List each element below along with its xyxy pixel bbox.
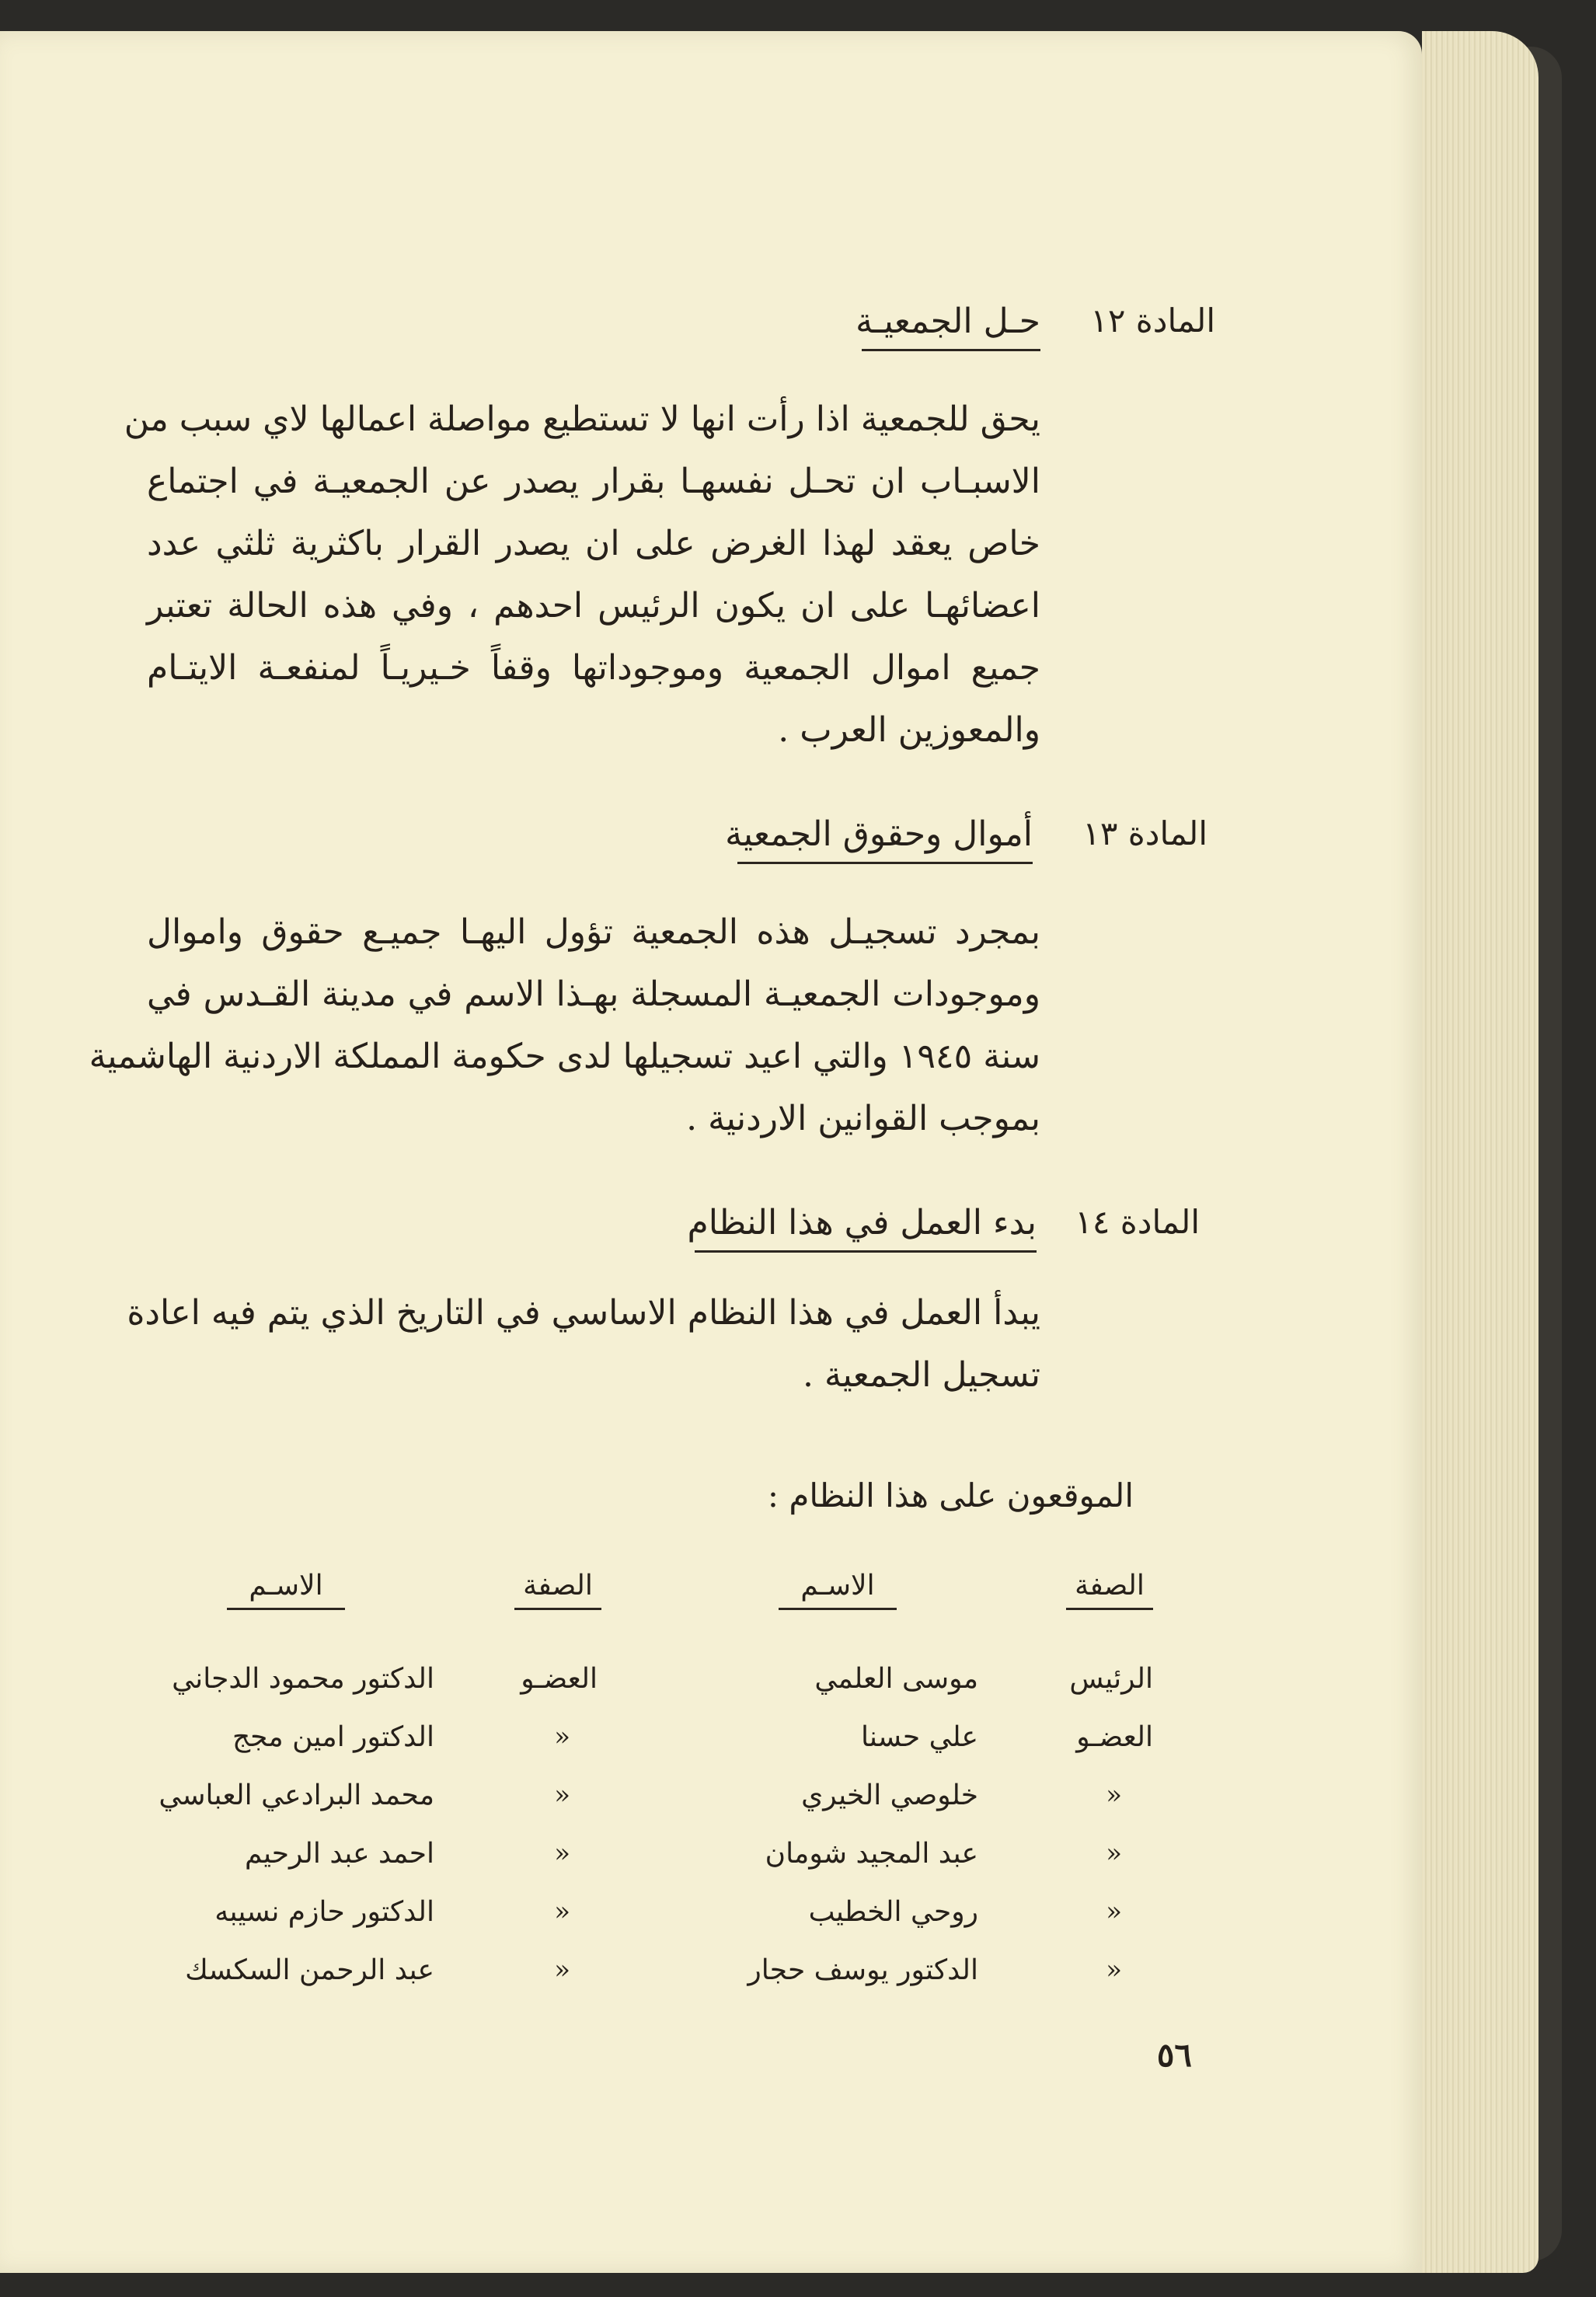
article-14-heading: بدء العمل في هذا النظام: [695, 1203, 1037, 1253]
signatory-name: الدكتور محمود الدجاني: [172, 1663, 434, 1695]
article-14-body: [127, 1282, 1040, 1406]
col-role-left: الصفة: [514, 1570, 601, 1610]
page-number: ٥٦: [1156, 2036, 1192, 2074]
signatory-name: الدكتور حازم نسيبه: [214, 1896, 434, 1928]
signatory-name: الدكتور يوسف حجار: [747, 1954, 978, 1986]
article-12-body: [124, 389, 1040, 762]
article-14-line: يبدأ العمل في هذا النظام الاساسي في التاريخ الذي يتم فيه اعادة: [127, 1293, 1040, 1333]
col-role-right: الصفة: [1066, 1570, 1153, 1610]
signatory-role: »: [554, 1721, 570, 1752]
article-12-line: اعضائهـا على ان يكون الرئيس احدهم ، وفي هذه الحالة تعتبر: [147, 586, 1040, 626]
article-12-line: الاسبـاب ان تحـل نفسهـا بقرار يصدر عن الجمعيـة في اجتماع: [147, 462, 1040, 501]
signatory-role: »: [1106, 1954, 1122, 1985]
article-13-label: المادة ١٣: [1082, 814, 1207, 852]
article-12-heading: حـل الجمعيـة: [862, 302, 1040, 351]
signatory-name: الدكتور امين مجج: [232, 1721, 434, 1753]
signatory-role: العضـو: [1076, 1721, 1153, 1753]
signatory-role: »: [554, 1896, 570, 1927]
signatory-name: علي حسنا: [860, 1721, 978, 1753]
page-sheet: [0, 31, 1422, 2273]
signatory-name: روحي الخطيب: [808, 1896, 978, 1928]
article-14-line: تسجيل الجمعية .: [802, 1355, 1040, 1395]
article-12-line: يحق للجمعية اذا رأت انها لا تستطيع مواصلة اعمالها لاي سبب من: [124, 399, 1040, 439]
article-12-line: جميع اموال الجمعية وموجوداتها وقفاً خـيريـاً لمنفعـة الايتـام: [147, 648, 1040, 688]
article-12-line: خاص يعقد لهذا الغرض على ان يصدر القرار باكثرية ثلثي عدد: [147, 524, 1040, 563]
signatory-name: عبد الرحمن السكسك: [185, 1954, 434, 1986]
signatory-role: »: [554, 1954, 570, 1985]
article-13-line: بموجب القوانين الاردنية .: [686, 1099, 1040, 1138]
signatory-name: موسى العلمي: [814, 1663, 978, 1695]
signatory-role: »: [554, 1779, 570, 1811]
article-13-body: [89, 901, 1040, 1150]
signatory-role: »: [1106, 1896, 1122, 1927]
signatory-role: »: [554, 1838, 570, 1869]
article-13-line: سنة ١٩٤٥ والتي اعيد تسجيلها لدى حكومة المملكة الاردنية الهاشمية: [89, 1037, 1040, 1076]
signatory-role: »: [1106, 1779, 1122, 1811]
signatory-name: محمد البرادعي العباسي: [159, 1779, 434, 1811]
signatories-title: الموقعون على هذا النظام :: [767, 1476, 1134, 1514]
article-12-line: والمعوزين العرب .: [778, 710, 1040, 750]
signatory-role: الرئيس: [1069, 1663, 1153, 1695]
article-13-heading: أموال وحقوق الجمعية: [737, 814, 1033, 864]
signatory-name: خلوصي الخيري: [801, 1779, 978, 1811]
col-name-right: الاسـم: [779, 1570, 897, 1610]
page-stack-edge: [1422, 31, 1539, 2273]
article-13-line: بمجرد تسجيـل هذه الجمعية تؤول اليهـا جميـع حقوق واموال: [147, 912, 1040, 952]
signatory-role: العضـو: [521, 1663, 598, 1695]
article-14-label: المادة ١٤: [1075, 1203, 1200, 1241]
signatory-name: عبد المجيد شومان: [765, 1838, 978, 1870]
signatory-role: »: [1106, 1838, 1122, 1869]
article-13-line: وموجودات الجمعيـة المسجلة بهـذا الاسم في مدينة القـدس في: [147, 974, 1040, 1014]
signatory-name: احمد عبد الرحيم: [244, 1838, 434, 1870]
article-12-label: المادة ١٢: [1090, 302, 1215, 340]
col-name-left: الاسـم: [227, 1570, 345, 1610]
